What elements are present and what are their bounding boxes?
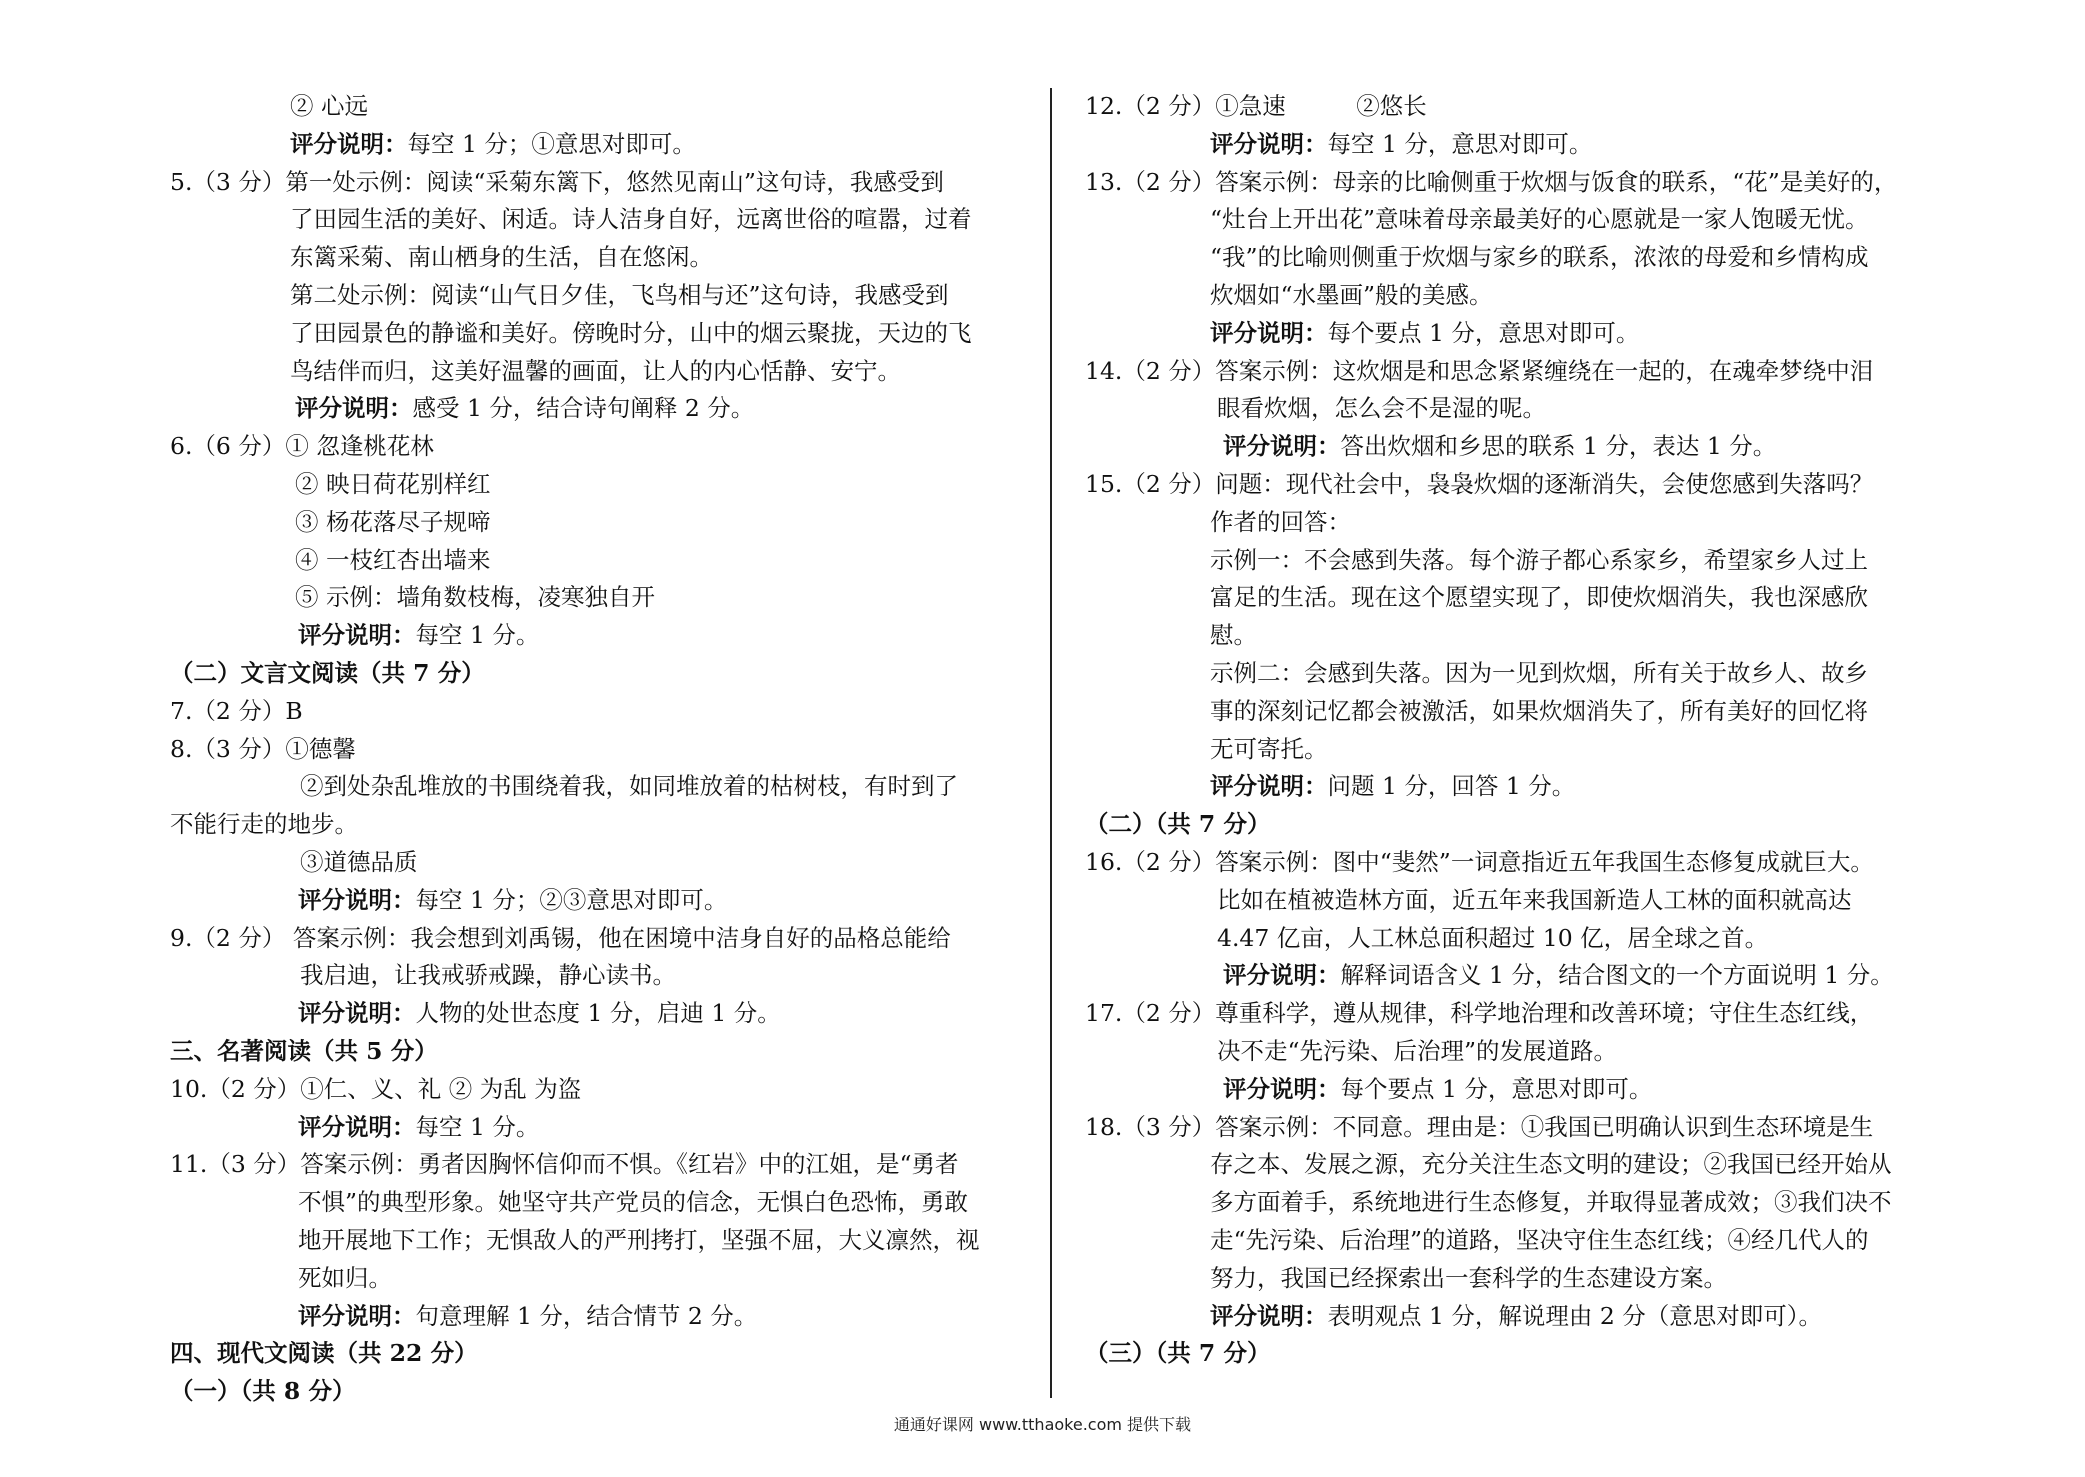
text-line: 11.（3 分）答案示例：勇者因胸怀信仰而不惧。《红岩》中的江姐，是“勇者 [170,1150,959,1179]
text-line [1223,428,1776,465]
text-line: 作者的回答： [1210,507,1351,536]
text-line: 鸟结伴而归，这美好温馨的画面，让人的内心恬静、安宁。 [290,356,901,385]
text-line: （二）（共 7 分） [1085,810,1271,839]
text-line: ② 心远 [290,92,368,120]
scoring-label: 评分说明： [290,129,408,158]
scoring-text: 每个要点 1 分，意思对即可。 [1340,1074,1653,1103]
text-line: 努力，我国已经探索出一套科学的生态建设方案。 [1210,1263,1727,1292]
text-line: 9.（2 分） 答案示例：我会想到刘禹锡，他在困境中洁身自好的品格总能给 [170,923,951,952]
scoring-text: 每空 1 分；①意思对即可。 [407,129,696,158]
text-line: 13.（2 分）答案示例：母亲的比喻侧重于炊烟与饭食的联系，“花”是美好的， [1085,167,1898,196]
scoring-text: 人物的处世态度 1 分，启迪 1 分。 [415,999,781,1028]
text-line: 地开展地下工作；无惧敌人的严刑拷打，坚强不屈，大义凛然，视 [298,1226,980,1254]
text-line: 不能行走的地步。 [170,810,358,839]
text-line: 4.47 亿亩，人工林总面积超过 10 亿，居全球之首。 [1217,923,1769,952]
text-line: 12.（2 分）①急速 ②悠长 [1085,92,1427,120]
text-line: 8.（3 分）①德馨 [170,734,356,763]
text-line: ② 映日荷花别样红 [295,470,491,498]
scoring-text: 每空 1 分。 [415,1112,540,1141]
text-line: ②到处杂乱堆放的书围绕着我，如同堆放着的枯树枝，有时到了 [300,772,958,801]
text-line [1223,1071,1652,1108]
text-line: 慰。 [1210,621,1257,650]
scoring-text: 解释词语含义 1 分，结合图文的一个方面说明 1 分。 [1340,961,1894,990]
text-line: 无可寄托。 [1210,734,1328,763]
text-line [1210,315,1639,352]
scoring-label: 评分说明： [1223,961,1341,990]
text-line: 15.（2 分）问题：现代社会中，袅袅炊烟的逐渐消失，会使您感到失落吗？ [1085,470,1874,498]
scoring-text: 每空 1 分；②③意思对即可。 [415,885,728,914]
scoring-label: 评分说明： [298,1112,416,1141]
scoring-label: 评分说明： [1223,432,1341,461]
scoring-label: 评分说明： [298,1301,416,1330]
text-line: 17.（2 分）尊重科学，遵从规律，科学地治理和改善环境；守住生态红线， [1085,999,1874,1028]
scoring-label: 评分说明： [298,885,416,914]
text-line: 示例二：会感到失落。因为一见到炊烟，所有关于故乡人、故乡 [1210,659,1868,687]
scoring-label: 评分说明： [1210,1301,1328,1330]
scoring-text: 每空 1 分。 [415,621,540,650]
scoring-label: 评分说明： [1223,1074,1341,1103]
text-line [1210,1298,1822,1335]
text-line: 了田园景色的静谧和美好。傍晚时分，山中的烟云聚拢，天边的飞 [290,318,972,347]
scoring-text: 句意理解 1 分，结合情节 2 分。 [415,1301,758,1330]
column-divider [1050,88,1052,1398]
text-line: 多方面着手，系统地进行生态修复，并取得显著成效；③我们决不 [1210,1188,1892,1217]
text-line: 比如在植被造林方面，近五年来我国新造人工林的面积就高达 [1217,885,1852,914]
text-line: “我”的比喻则侧重于炊烟与家乡的联系，浓浓的母爱和乡情构成 [1210,243,1869,272]
text-line: 炊烟如“水墨画”般的美感。 [1210,281,1493,309]
text-line: （一）（共 8 分） [170,1377,356,1406]
text-line: 我启迪，让我戒骄戒躁，静心读书。 [300,961,676,990]
text-line: 了田园生活的美好、闲适。诗人洁身自好，远离世俗的喧嚣，过着 [290,205,972,234]
text-line: 三、名著阅读（共 5 分） [170,1037,438,1065]
text-line: （三）（共 7 分） [1085,1339,1271,1368]
text-line: 7.（2 分）B [170,696,303,725]
text-line: 走“先污染、后治理”的道路，坚决守住生态红线；④经几代人的 [1210,1226,1869,1254]
text-line: 第二处示例：阅读“山气日夕佳，飞鸟相与还”这句诗，我感受到 [290,281,949,309]
text-line: 6.（6 分）① 忽逢桃花林 [170,432,434,461]
text-line [295,390,754,427]
text-line: ③ 杨花落尽子规啼 [295,507,491,536]
scoring-label: 评分说明： [295,394,413,423]
text-line: 死如归。 [298,1263,392,1292]
scoring-label: 评分说明： [298,999,416,1028]
scoring-text: 每空 1 分，意思对即可。 [1327,129,1593,158]
text-line: 四、现代文阅读（共 22 分） [170,1339,478,1368]
text-line: 10.（2 分）①仁、义、礼 ② 为乱 为盗 [170,1074,582,1103]
text-line: 存之本、发展之源，充分关注生态文明的建设；②我国已经开始从 [1210,1150,1892,1179]
text-line: 5.（3 分）第一处示例：阅读“采菊东篱下，悠然见南山”这句诗，我感受到 [170,167,944,196]
scoring-text: 问题 1 分，回答 1 分。 [1327,772,1576,801]
scoring-label: 评分说明： [1210,318,1328,347]
text-line [298,617,539,654]
text-line [298,1298,757,1335]
footer-text: 通通好课网 www.tthaoke.com 提供下载 [893,1415,1192,1434]
text-line [1210,126,1592,163]
text-line: “灶台上开出花”意味着母亲最美好的心愿就是一家人饱暖无忧。 [1210,205,1869,234]
text-line [290,126,696,163]
text-line: 眼看炊烟，怎么会不是湿的呢。 [1217,394,1546,423]
scoring-label: 评分说明： [298,621,416,650]
scoring-label: 评分说明： [1210,772,1328,801]
text-line: ④ 一枝红杏出墙来 [295,545,491,574]
scoring-text: 表明观点 1 分，解说理由 2 分（意思对即可）。 [1327,1301,1823,1330]
text-line [1210,768,1575,805]
scoring-text: 答出炊烟和乡思的联系 1 分，表达 1 分。 [1340,432,1777,461]
text-line: 14.（2 分）答案示例：这炊烟是和思念紧紧缠绕在一起的，在魂牵梦绕中泪 [1085,356,1874,385]
text-line: 不惧”的典型形象。她坚守共产党员的信念，无惧白色恐怖，勇敢 [298,1188,969,1217]
text-line: ③道德品质 [300,848,418,876]
text-line [298,995,781,1032]
text-line: （二）文言文阅读（共 7 分） [170,659,485,687]
text-line: 示例一：不会感到失落。每个游子都心系家乡，希望家乡人过上 [1210,545,1868,574]
text-line: 决不走“先污染、后治理”的发展道路。 [1217,1037,1618,1065]
text-line: 东篱采菊、南山栖身的生活，自在悠闲。 [290,243,713,272]
text-line [298,1109,539,1146]
scoring-text: 感受 1 分，结合诗句阐释 2 分。 [412,394,755,423]
text-line: 16.（2 分）答案示例：图中“斐然”一词意指近五年我国生态修复成就巨大。 [1085,848,1874,876]
text-line: 18.（3 分）答案示例：不同意。理由是：①我国已明确认识到生态环境是生 [1085,1112,1874,1141]
text-line: 事的深刻记忆都会被激活，如果炊烟消失了，所有美好的回忆将 [1210,696,1868,725]
text-line: 富足的生活。现在这个愿望实现了，即使炊烟消失，我也深感欣 [1210,583,1868,612]
text-line: ⑤ 示例：墙角数枝梅，凌寒独自开 [295,583,655,612]
scoring-text: 每个要点 1 分，意思对即可。 [1327,318,1640,347]
scoring-label: 评分说明： [1210,129,1328,158]
text-line [1223,957,1894,994]
text-line [298,882,727,919]
